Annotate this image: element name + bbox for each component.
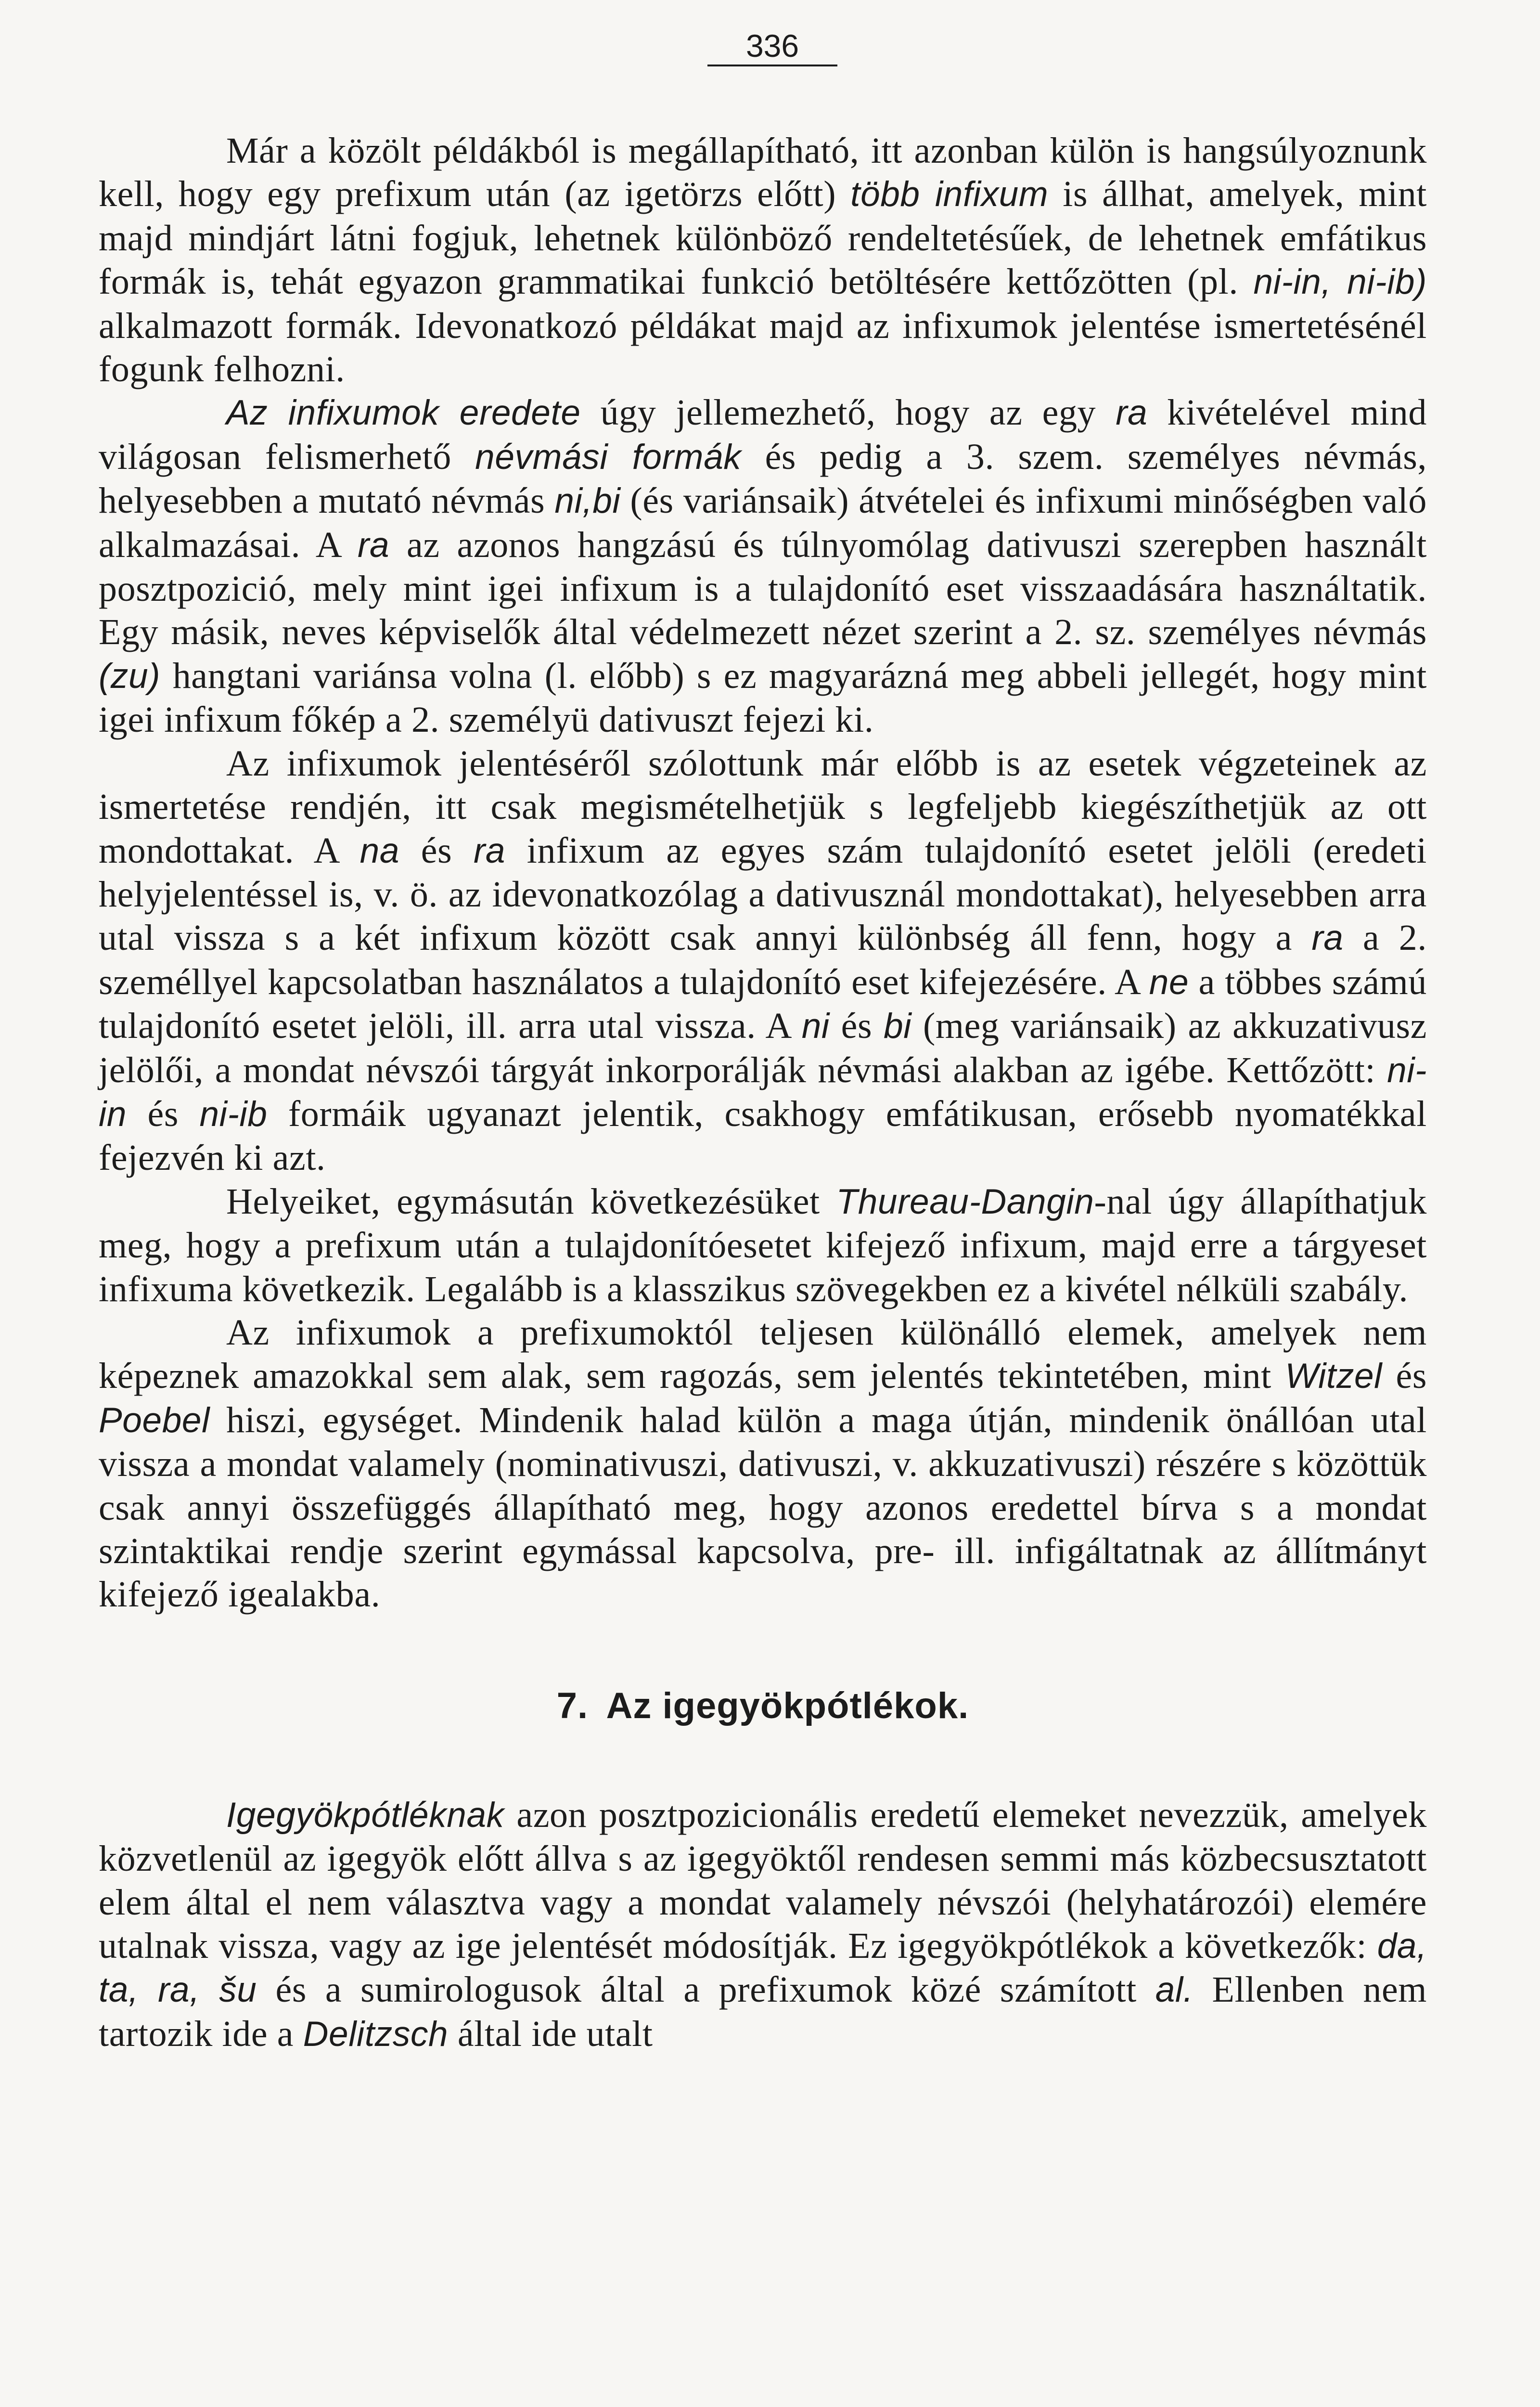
section-heading — [99, 1684, 1427, 1728]
italic-term: Igegyökpótléknak — [226, 1795, 504, 1835]
text-run: és pedig a 3. szem. személyes névmás, helyesebben a mutató névmás — [99, 436, 1427, 521]
italic-term: ra — [473, 831, 506, 870]
text-run: infixum az egyes szám tulajdonító esetet jelöli (eredeti helyjelentéssel is, v. ö. az idevonatkozólag a dativusznál mondottakat), helyesebben arra utal vissza s a két infixum között csak annyi különbség áll fenn, hogy a — [99, 830, 1427, 958]
text-run: a többes számú tulajdonító esetet jelöli, ill. arra utal vissza. A — [99, 961, 1427, 1047]
italic-term: ne — [1149, 962, 1189, 1002]
italic-term: ni-in — [99, 1050, 1427, 1134]
text-run: Az infixumok jelentéséről szólottunk már előbb is az esetek végzeteinek az ismertetése rendjén, itt csak megismételhetjük s legfeljebb kiegészíthetjük az ott mondottakat. A — [99, 743, 1427, 871]
text-run: is állhat, amelyek, mint majd mindjárt látni fogjuk, lehetnek különböző rendeltetésűek, de lehetnek emfátikus formák is, tehát egyazon grammatikai funkció betöltésére kettőzötten (pl. — [99, 174, 1427, 302]
paragraph — [99, 1793, 1427, 2056]
section-number: 7. — [556, 1685, 589, 1726]
italic-term: ni — [801, 1007, 830, 1046]
italic-term: ni,bi — [554, 481, 621, 521]
text-run: az azonos hangzású és túlnyomólag dativuszi szerepben használt posztpozició, mely mint igei infixum is a tulajdonító eset visszaadására használtatik. Egy másik, neves képviselők által védelmezett nézet szerint a 2. sz. személyes névmás — [99, 524, 1427, 653]
text-run: Már a közölt példákból is megállapítható, itt azonban külön is hangsúlyoznunk kell, hogy egy prefixum után (az igetörzs előtt) — [99, 130, 1427, 215]
text-run: és — [829, 1006, 884, 1047]
italic-term: Poebel — [99, 1400, 210, 1440]
paragraph — [99, 1311, 1427, 1617]
italic-term: Witzel — [1285, 1357, 1382, 1396]
italic-term: Delitzsch — [303, 2014, 449, 2054]
paragraph — [99, 129, 1427, 391]
text-run: Helyeiket, egymásután következésüket — [226, 1181, 836, 1222]
italic-term: több infixum — [850, 175, 1049, 214]
text-run: úgy jellemezhető, hogy az egy — [580, 392, 1116, 433]
italic-term: ni-in, ni-ib) — [1253, 262, 1427, 302]
paragraph — [99, 742, 1427, 1180]
text-run: alkalmazott formák. Idevonatkozó példákat majd az infixumok jelentése ismertetésénél fogunk felhozni. — [99, 305, 1427, 390]
paragraph — [99, 1180, 1427, 1311]
italic-term: na — [359, 831, 400, 870]
italic-term: Thureau-Dangin — [836, 1182, 1094, 1221]
page-number: 336 — [707, 30, 837, 66]
paragraph — [99, 391, 1427, 741]
text-run: hangtani variánsa volna (l. előbb) s ez magyarázná meg abbeli jellegét, hogy mint igei infixum főkép a 2. személyü dativuszt fejezi ki. — [99, 655, 1427, 740]
italic-term: ra — [1116, 393, 1148, 433]
italic-term: bi — [884, 1007, 912, 1046]
text-run: kivételével mind világosan felismerhető — [99, 392, 1427, 477]
italic-term: al. — [1155, 1970, 1194, 2010]
text-run: hiszi, egységet. Mindenik halad külön a maga útján, mindenik önállóan utal vissza a mondat valamely (nominativuszi, dativuszi, v. akkuzativuszi) részére s közöttük csak annyi összefüggés állapítható meg, hogy azonos eredettel bírva s a mondat szintaktikai rendje szerint egymással kapcsolva, pre- ill. infigáltatnak az állítmányt kifejező igealakba. — [99, 1399, 1427, 1615]
italic-term: ra — [358, 525, 390, 565]
text-run: és — [1382, 1356, 1427, 1397]
text-run: a 2. személlyel kapcsolatban használatos a tulajdonító eset kifejezésére. A — [99, 918, 1427, 1002]
text-run: és — [127, 1093, 200, 1134]
text-run: formáik ugyanazt jelentik, csakhogy emfátikusan, erősebb nyomatékkal fejezvén ki azt. — [99, 1093, 1427, 1178]
italic-term: ni-ib — [199, 1094, 268, 1134]
text-run: (és variánsaik) átvételei és infixumi minőségben való alkalmazásai. A — [99, 480, 1427, 565]
italic-term: ra — [1311, 919, 1344, 958]
text-run: által ide utalt — [448, 2013, 653, 2054]
section-title: Az igegyökpótlékok. — [606, 1685, 969, 1726]
text-run: Az infixumok a prefixumoktól teljesen különálló elemek, amelyek nem képeznek amazokkal sem alak, sem ragozás, sem jelentés tekintetében, mint — [99, 1312, 1427, 1397]
page-body — [99, 129, 1427, 2056]
italic-term: Az infixumok eredete — [226, 393, 581, 433]
text-run: (meg variánsaik) az akkuzativusz jelölői, a mondat névszói tárgyát inkorporálják névmási alakban az igébe. Kettőzött: — [99, 1006, 1427, 1090]
text-run: -nal úgy állapíthatjuk meg, hogy a prefixum után a tulajdonítóesetet kifejező infixum, majd erre a tárgyeset infixuma következik. Legalább is a klasszikus szövegekben ez a kivétel nélküli szabály. — [99, 1181, 1427, 1309]
text-run: Ellenben nem tartozik ide a — [99, 1969, 1427, 2054]
text-run: azon posztpozicionális eredetű elemeket nevezzük, amelyek közvetlenül az igegyök előtt állva s az igegyöktől rendesen semmi más közbecsusztatott elem által el nem választva vagy a mondat valamely névszói (helyhatározói) elemére utalnak vissza, vagy az ige jelentését módosítják. Ez igegyökpótlékok a következők: — [99, 1794, 1427, 1967]
italic-term: da, ta, ra, šu — [99, 1927, 1427, 2010]
text-run: és a sumirologusok által a prefixumok közé számított — [257, 1969, 1155, 2010]
text-run: és — [399, 830, 474, 871]
italic-term: névmási formák — [475, 437, 742, 477]
italic-term: (zu) — [99, 656, 161, 696]
